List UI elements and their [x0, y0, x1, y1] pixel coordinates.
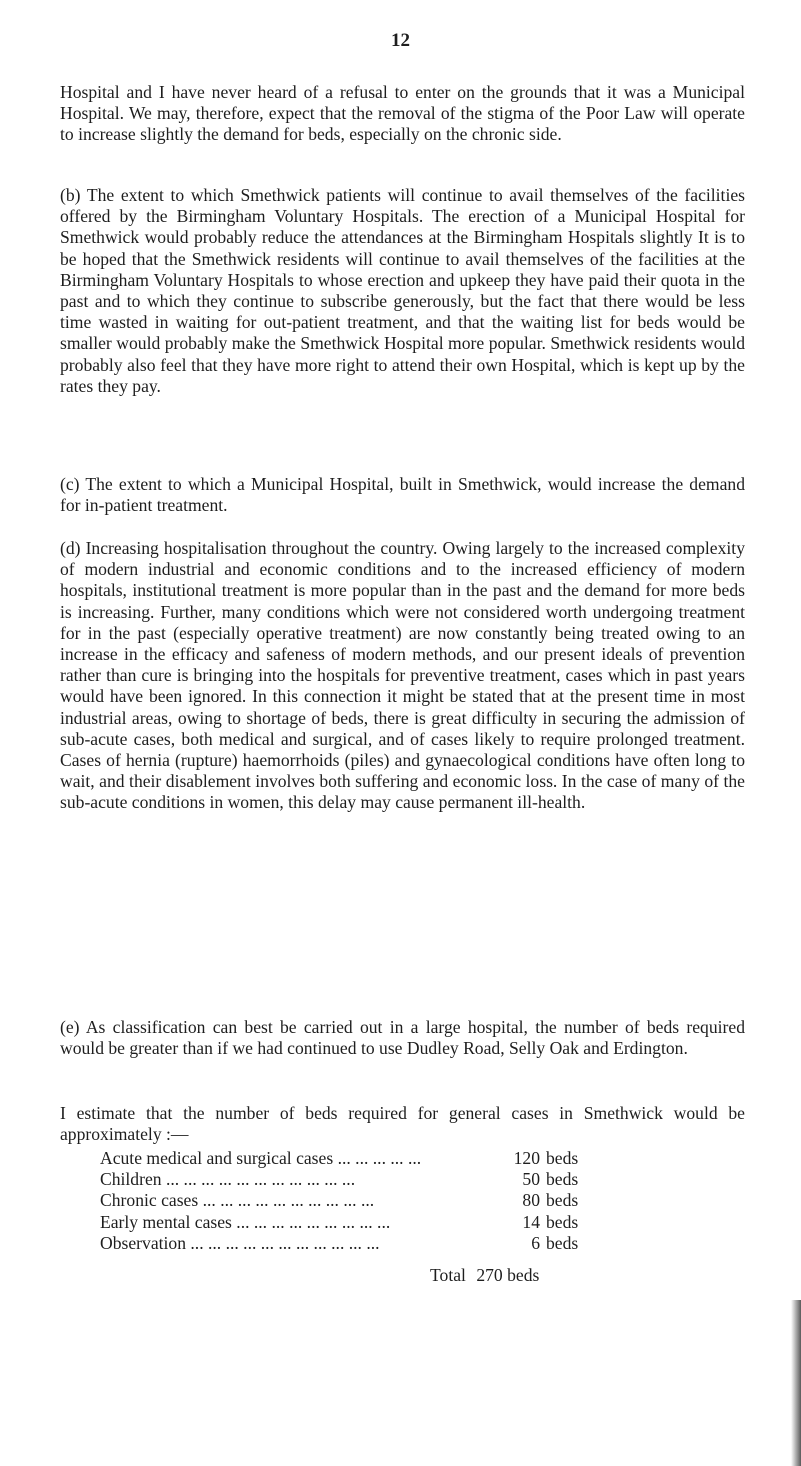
paragraph-e: (e) As classification can best be carried out in a large hospital, the number of beds required would be greater than if we had continued to use Dudley Road, Selly Oak and Erdington. — [60, 1017, 745, 1059]
row-label: Acute medical and surgical cases ... ... ... ... ... — [100, 1148, 422, 1168]
row-value: 50 — [522, 1169, 540, 1190]
row-unit: beds — [546, 1190, 579, 1211]
row-value: 80 — [522, 1190, 540, 1211]
row-unit: beds — [546, 1211, 579, 1232]
paragraph-intro: Hospital and I have never heard of a refusal to enter on the grounds that it was a Municipal Hospital. We may, therefore, expect that the removal of the stigma of the Poor Law will operate to increase slightly the demand for beds, especially on the chronic side. — [60, 82, 745, 145]
table-row — [100, 1169, 720, 1190]
table-row — [100, 1233, 720, 1254]
row-label: Children ... ... ... ... ... ... ... ... ... ... ... — [100, 1169, 356, 1190]
page-number: 12 — [391, 30, 410, 51]
row-label: Observation ... ... ... ... ... ... ... ... ... ... ... — [100, 1232, 380, 1253]
paragraph-d: (d) Increasing hospitalisation throughout the country. Owing largely to the increased complexity of modern industrial and economic conditions and to the increased efficiency of modern hospitals, institutional treatment is more popular than in the past and the demand for more beds is increasing. Further, many conditions which were not considered worth undergoing treatment for in the past (especially operative treatment) are now constantly being treated owing to an increase in the efficacy and safeness of modern methods, and our present ideals of prevention rather than cure is bringing into the hospitals for preventive treatment, cases which in past years would have been ignored. In this connection it might be stated that at the present time in most industrial areas, owing to shortage of beds, there is great difficulty in securing the admission of sub-acute cases, both medical and surgical, and of cases likely to require prolonged treatment. Cases of hernia (rupture) haemorrhoids (piles) and gynaecological conditions have often long to wait, and their disablement involves both suffering and economic loss. In the case of many of the sub-acute conditions in women, this delay may cause permanent ill-health. — [60, 538, 745, 813]
row-unit: beds — [546, 1148, 579, 1168]
paragraph-c: (c) The extent to which a Municipal Hospital, built in Smethwick, would increase the demand for in-patient treatment. — [60, 474, 745, 516]
table-row — [100, 1190, 720, 1211]
scan-edge-shadow — [791, 1300, 801, 1466]
row-value: 120 — [513, 1148, 540, 1168]
beds-total — [430, 1265, 539, 1286]
table-row — [100, 1212, 720, 1233]
total-unit: beds — [507, 1265, 540, 1285]
row-label: Early mental cases ... ... ... ... ... ... ... ... ... — [100, 1211, 391, 1232]
table-row — [100, 1148, 720, 1169]
row-value: 6 — [531, 1232, 540, 1253]
total-label: Total — [430, 1265, 466, 1285]
total-value: 270 — [476, 1265, 503, 1285]
paragraph-b: (b) The extent to which Smethwick patients will continue to avail themselves of the facilities offered by the Birmingham Voluntary Hospitals. The erection of a Municipal Hospital for Smethwick would probably reduce the attendances at the Birmingham Hospitals slightly It is to be hoped that the Smethwick residents will continue to avail themselves of the facilities at the Birmingham Voluntary Hospitals to whose erection and upkeep they have paid their quota in the past and to which they continue to subscribe generously, but the fact that there would be less time wasted in waiting for out-patient treatment, and that the waiting list for beds would be smaller would probably make the Smethwick Hospital more popular. Smethwick residents would probably also feel that they have more right to attend their own Hospital, which is kept up by the rates they pay. — [60, 185, 745, 396]
row-unit: beds — [546, 1169, 579, 1190]
paragraph-estimate: I estimate that the number of beds required for general cases in Smethwick would be approximately :— — [60, 1103, 745, 1145]
beds-table — [100, 1148, 720, 1254]
row-value: 14 — [522, 1211, 540, 1232]
row-label: Chronic cases ... ... ... ... ... ... ... ... ... ... — [100, 1190, 375, 1211]
row-unit: beds — [546, 1232, 579, 1253]
